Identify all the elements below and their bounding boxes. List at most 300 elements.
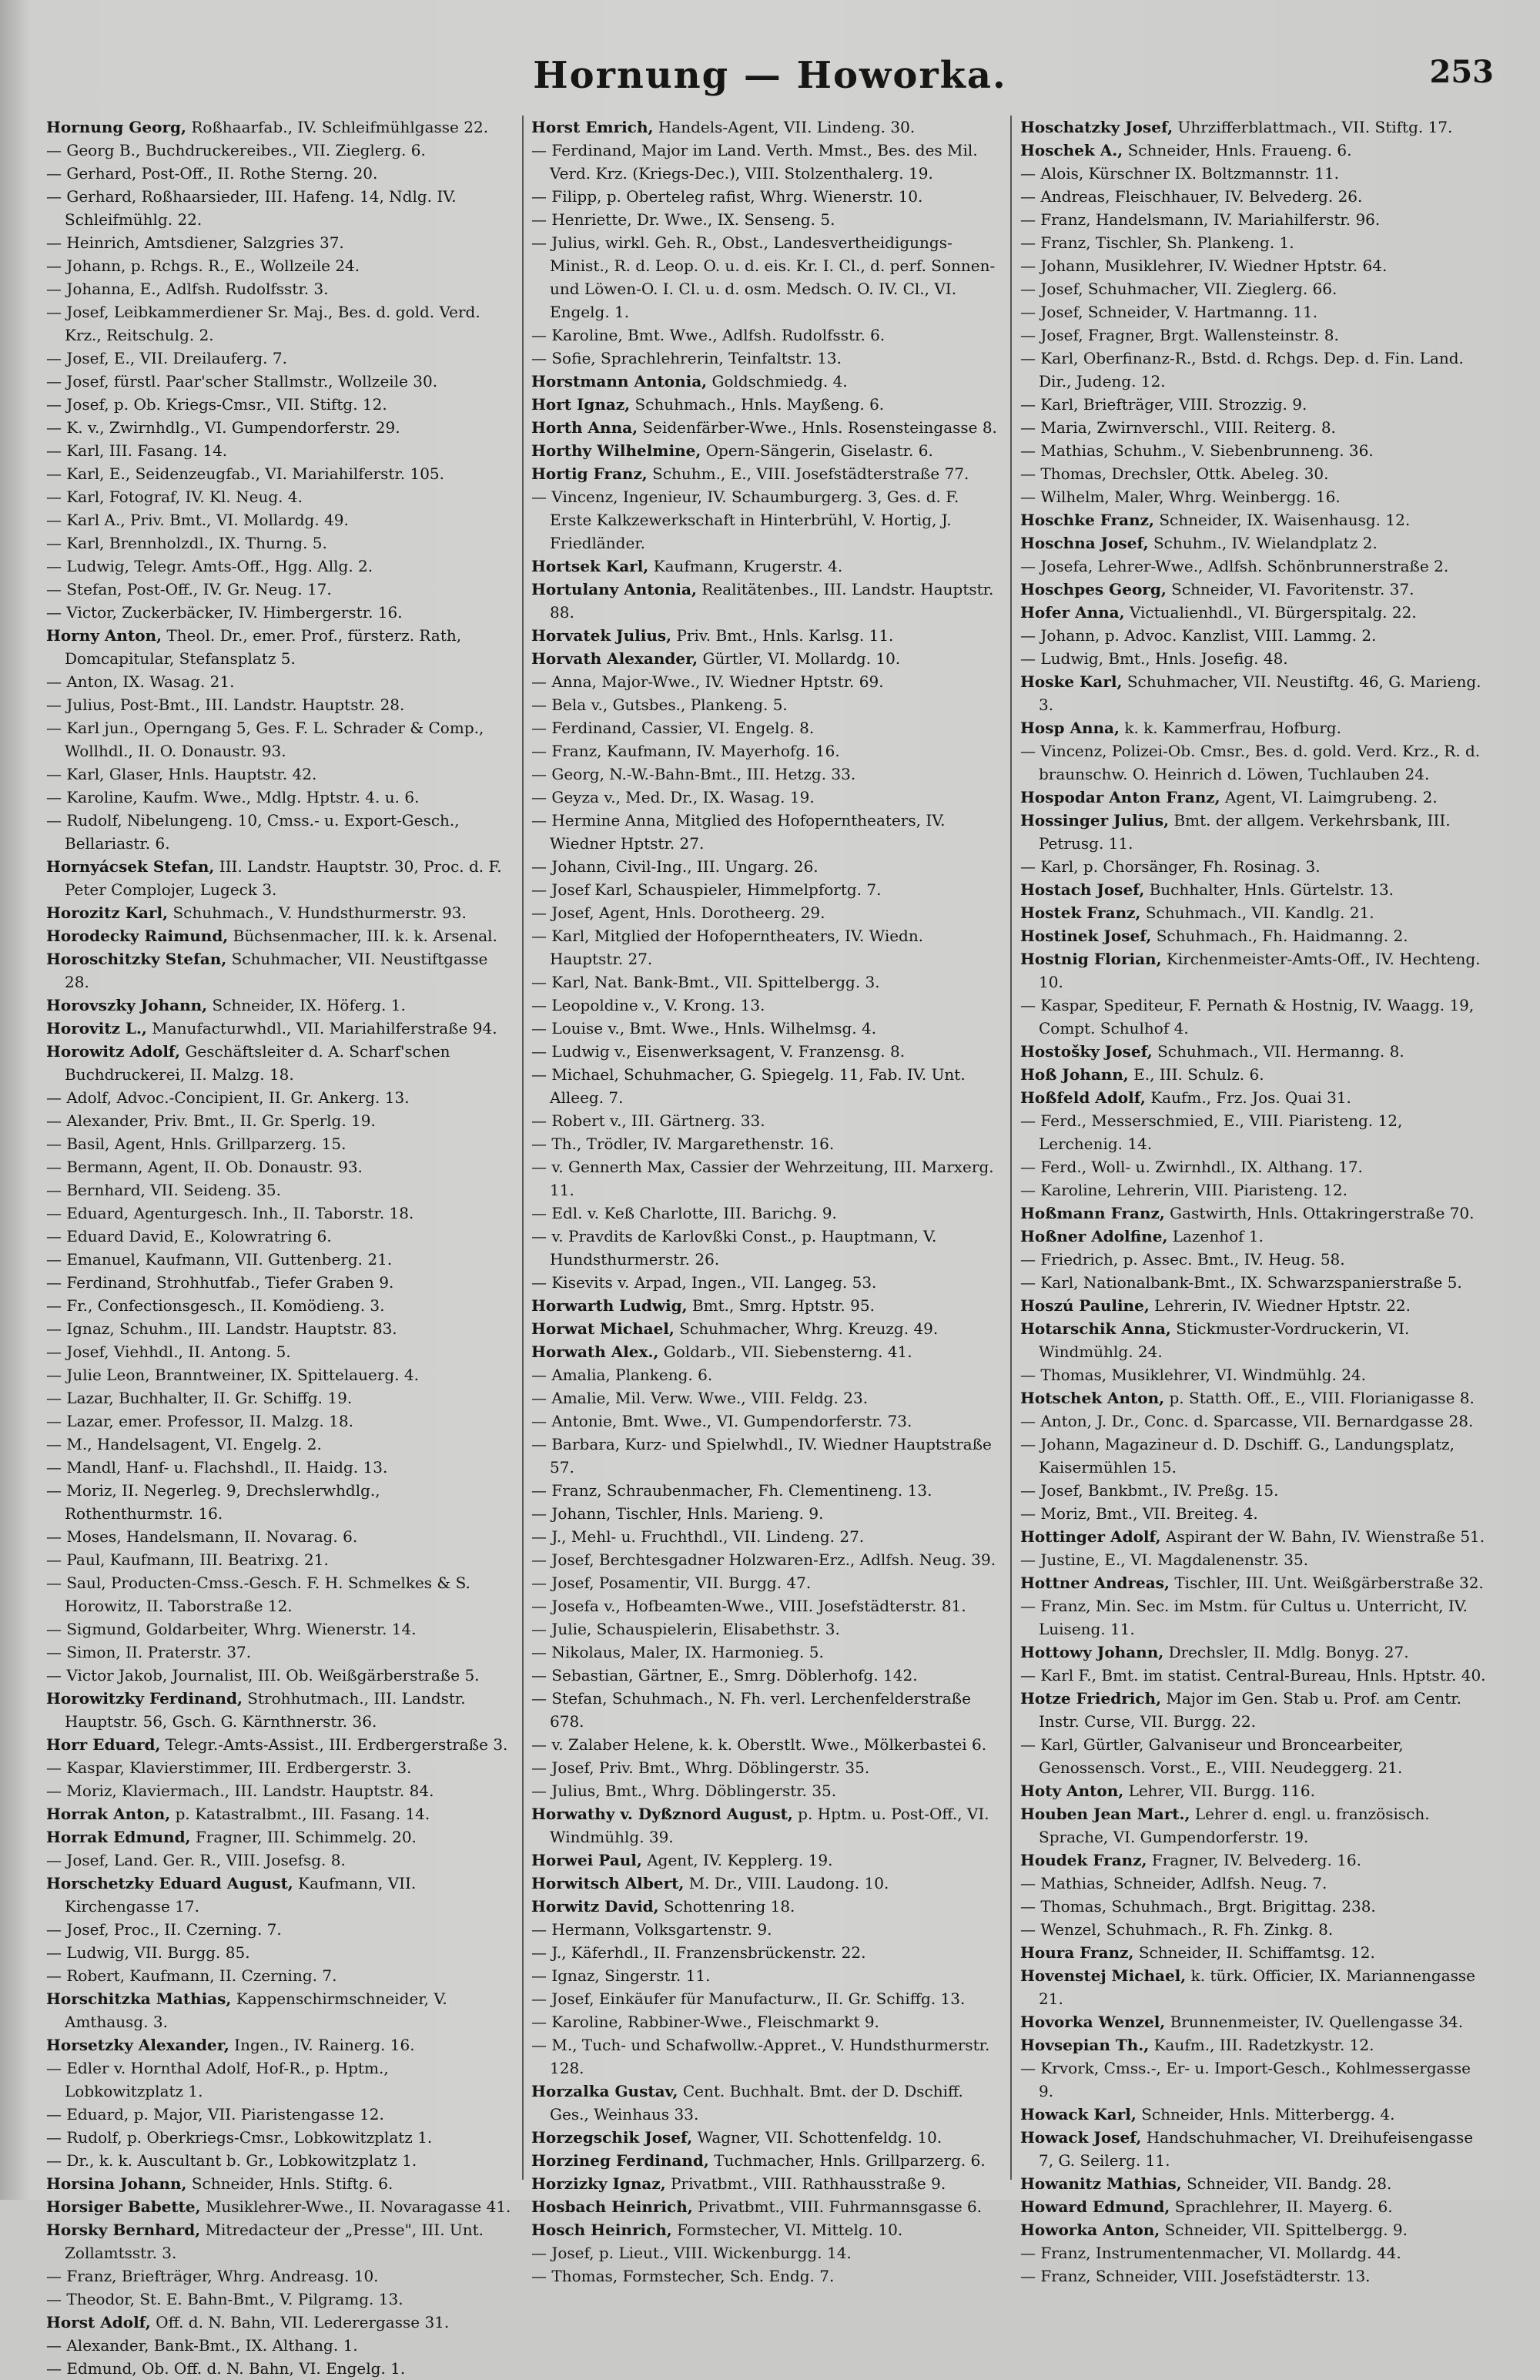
- entry-details: — Mathias, Schuhm., V. Siebenbrunneng. 36.: [1020, 441, 1374, 460]
- directory-entry: [531, 2149, 997, 2172]
- entry-name: Houra Franz,: [1020, 1943, 1134, 1962]
- entry-name: Hoschpes Georg,: [1020, 580, 1167, 598]
- entry-details: — Edmund, Ob. Off. d. N. Bahn, VI. Engelg. 1.: [46, 2359, 406, 2378]
- directory-entry: [531, 1155, 997, 1202]
- directory-entry: [1020, 1687, 1486, 1733]
- directory-entry: [531, 231, 997, 323]
- directory-entry: [46, 485, 512, 508]
- entry-details: — Franz, Briefträger, Whrg. Andreasg. 10.: [46, 2267, 379, 2285]
- entry-details: Schneider, VII. Bandg. 28.: [1187, 2174, 1392, 2193]
- entry-details: — Johann, Musiklehrer, IV. Wiedner Hptstr. 64.: [1020, 256, 1388, 275]
- directory-entry: [1020, 1363, 1486, 1386]
- directory-entry: [531, 647, 997, 670]
- directory-entry: [531, 2080, 997, 2126]
- entry-details: Geschäftsleiter d. A. Scharf'schen Buchdruckerei, II. Malzg. 18.: [65, 1042, 450, 1084]
- entry-name: Horovszky Johann,: [46, 996, 208, 1014]
- directory-entry: [1020, 1294, 1486, 1317]
- entry-details: — Moriz, II. Negerleg. 9, Drechslerwhdlg., Rothenthurmstr. 16.: [46, 1481, 380, 1523]
- entry-name: Hostinek Josef,: [1020, 927, 1152, 945]
- entry-details: Schuhmach., Fh. Haidmanng. 2.: [1156, 927, 1408, 945]
- entry-details: E., III. Schulz. 6.: [1133, 1065, 1264, 1084]
- directory-entry: [1020, 1410, 1486, 1433]
- directory-entry: [46, 2288, 512, 2311]
- entry-details: — Rudolf, Nibelungeng. 10, Cmss.- u. Export-Gesch., Bellariastr. 6.: [46, 811, 460, 853]
- directory-entry: [531, 485, 997, 555]
- entry-details: — Mathias, Schneider, Adlfsh. Neug. 7.: [1020, 1874, 1327, 1892]
- entry-details: — Ludwig v., Eisenwerksagent, V. Franzensg. 8.: [531, 1042, 906, 1061]
- directory-entry: [531, 2010, 997, 2033]
- entry-details: — Bernhard, VII. Seideng. 35.: [46, 1181, 281, 1199]
- directory-entry: [46, 1687, 512, 1733]
- entry-details: — Anton, IX. Wasag. 21.: [46, 672, 235, 691]
- entry-details: — Franz, Instrumentenmacher, VI. Mollardg. 44.: [1020, 2244, 1401, 2262]
- directory-entry: [531, 1340, 997, 1363]
- directory-entry: [1020, 439, 1486, 462]
- entry-details: k. k. Kammerfrau, Hofburg.: [1124, 719, 1341, 737]
- entry-details: — Josef, Schuhmacher, VII. Zieglerg. 66.: [1020, 280, 1337, 298]
- entry-details: Schneider, IX. Waisenhausg. 12.: [1159, 511, 1411, 529]
- entry-details: Handels-Agent, VII. Lindeng. 30.: [658, 118, 916, 136]
- directory-entry: [531, 1502, 997, 1525]
- entry-details: — Louise v., Bmt. Wwe., Hnls. Wilhelmsg. 4.: [531, 1019, 877, 1037]
- entry-details: Schuhmach., VII. Hermanng. 8.: [1157, 1042, 1404, 1061]
- entry-details: — Julius, wirkl. Geh. R., Obst., Landesvertheidigungs-Minist., R. d. Leop. O. u. d. eis. Kr. I. Cl., d. perf. Sonnen- und Löwen-O. I. Cl. u. d. osm. Medsch. O. IV. Cl., VI. Engelg. 1.: [531, 233, 996, 321]
- entry-details: — Josefa v., Hofbeamten-Wwe., VIII. Josefstädterstr. 81.: [531, 1597, 966, 1615]
- entry-details: — Wenzel, Schuhmach., R. Fh. Zinkg. 8.: [1020, 1920, 1334, 1939]
- directory-entry: [46, 139, 512, 162]
- entry-details: — Sigmund, Goldarbeiter, Whrg. Wienerstr. 14.: [46, 1620, 417, 1638]
- entry-details: — Filipp, p. Oberteleg rafist, Whrg. Wienerstr. 10.: [531, 187, 923, 206]
- directory-entry: [531, 1225, 997, 1271]
- entry-name: Hoschek A.,: [1020, 141, 1123, 159]
- entry-details: — Mandl, Hanf- u. Flachshdl., II. Haidg. 13.: [46, 1458, 388, 1477]
- entry-details: — Josef, Bankbmt., IV. Preßg. 15.: [1020, 1481, 1279, 1500]
- entry-details: — Adolf, Advoc.-Concipient, II. Gr. Ankerg. 13.: [46, 1088, 410, 1107]
- entry-details: Tuchmacher, Hnls. Grillparzerg. 6.: [714, 2151, 986, 2170]
- directory-entry: [531, 2195, 997, 2218]
- entry-name: Hostach Josef,: [1020, 880, 1145, 899]
- directory-entry: [46, 1017, 512, 1040]
- entry-name: Hostošky Josef,: [1020, 1042, 1153, 1061]
- entry-name: Horrak Edmund,: [46, 1828, 191, 1846]
- entry-details: — Alexander, Bank-Bmt., IX. Althang. 1.: [46, 2336, 358, 2355]
- entry-details: — Johann, p. Rchgs. R., E., Wollzeile 24.: [46, 256, 360, 275]
- entry-name: Hovorka Wenzel,: [1020, 2013, 1166, 2031]
- entry-name: Horthy Wilhelmine,: [531, 441, 701, 460]
- directory-entry: [531, 1779, 997, 1802]
- entry-details: Lehrerin, IV. Wiedner Hptstr. 22.: [1154, 1296, 1411, 1315]
- entry-details: — J., Käferhdl., II. Franzensbrückenstr. 22.: [531, 1943, 866, 1962]
- entry-details: — Rudolf, p. Oberkriegs-Cmsr., Lobkowitzplatz 1.: [46, 2128, 433, 2147]
- directory-entry: [46, 1548, 512, 1571]
- directory-entry: [531, 1017, 997, 1040]
- entry-details: — v. Gennerth Max, Cassier der Wehrzeitung, III. Marxerg. 11.: [531, 1158, 994, 1199]
- entry-name: Horovitz L.,: [46, 1019, 147, 1037]
- entry-details: Aspirant der W. Bahn, IV. Wienstraße 51.: [1166, 1527, 1485, 1546]
- directory-entry: [1020, 1525, 1486, 1548]
- directory-entry: [531, 2033, 997, 2080]
- directory-entry: [1020, 1040, 1486, 1063]
- entry-details: Schuhm., E., VIII. Josefstädterstraße 77.: [652, 464, 969, 483]
- directory-entry: [1020, 786, 1486, 809]
- entry-name: Hoßner Adolfine,: [1020, 1227, 1168, 1245]
- directory-entry: [46, 1849, 512, 1872]
- entry-details: Cent. Buchhalt. Bmt. der D. Dschiff. Ges., Weinhaus 33.: [550, 2082, 963, 2124]
- entry-name: Hospodar Anton Franz,: [1020, 788, 1220, 806]
- entry-details: — Ludwig, Bmt., Hnls. Josefig. 48.: [1020, 649, 1288, 668]
- entry-details: — Justine, E., VI. Magdalenenstr. 35.: [1020, 1550, 1309, 1569]
- entry-details: — J., Mehl- u. Fruchthdl., VII. Lindeng. 27.: [531, 1527, 865, 1546]
- entry-details: Opern-Sängerin, Giselastr. 6.: [705, 441, 933, 460]
- directory-entry: [46, 1317, 512, 1340]
- directory-entry: [1020, 624, 1486, 647]
- entry-name: Horwitz David,: [531, 1897, 659, 1916]
- directory-entry: [1020, 670, 1486, 716]
- entry-name: Howard Edmund,: [1020, 2197, 1170, 2216]
- directory-entry: [1020, 878, 1486, 901]
- entry-details: Goldarb., VII. Siebensterng. 41.: [663, 1343, 912, 1361]
- entry-details: — Victor, Zuckerbäcker, IV. Himbergerstr. 16.: [46, 603, 403, 622]
- directory-entry: [531, 1040, 997, 1063]
- entry-details: — Franz, Min. Sec. im Mstm. für Cultus u. Unterricht, IV. Luiseng. 11.: [1020, 1597, 1468, 1638]
- entry-details: p. Katastralbmt., III. Fasang. 14.: [175, 1805, 430, 1823]
- entry-details: Schneider, IX. Höferg. 1.: [212, 996, 406, 1014]
- entry-details: — Karl, Glaser, Hnls. Hauptstr. 42.: [46, 765, 317, 783]
- entry-details: Schuhmach., Hnls. Mayßeng. 6.: [634, 395, 885, 414]
- entry-details: — Karl, Fotograf, IV. Kl. Neug. 4.: [46, 488, 303, 506]
- directory-entry: [531, 323, 997, 347]
- entry-name: Horr Eduard,: [46, 1735, 161, 1754]
- entry-details: — Fr., Confectionsgesch., II. Komödieng. 3.: [46, 1296, 385, 1315]
- entry-details: — Franz, Kaufmann, IV. Mayerhofg. 16.: [531, 742, 840, 760]
- entry-details: — Hermann, Volksgartenstr. 9.: [531, 1920, 772, 1939]
- directory-entry: [531, 208, 997, 231]
- entry-details: — Josefa, Lehrer-Wwe., Adlfsh. Schönbrunnerstraße 2.: [1020, 557, 1449, 575]
- directory-entry: [531, 1109, 997, 1132]
- entry-details: — Lazar, Buchhalter, II. Gr. Schiffg. 19.: [46, 1389, 353, 1407]
- entry-details: Schuhmach., VII. Kandlg. 21.: [1145, 903, 1374, 922]
- directory-entry: [46, 1363, 512, 1386]
- entry-details: — Karl, Mitglied der Hofoperntheaters, IV. Wiedn. Hauptstr. 27.: [531, 927, 924, 968]
- entry-details: — Kisevits v. Arpad, Ingen., VII. Langeg. 53.: [531, 1273, 877, 1292]
- directory-entry: [531, 1849, 997, 1872]
- entry-name: Howorka Anton,: [1020, 2221, 1160, 2239]
- entry-details: — Josef, Priv. Bmt., Whrg. Döblingerstr. 35.: [531, 1758, 870, 1777]
- entry-details: — Josef, Viehhdl., II. Antong. 5.: [46, 1343, 291, 1361]
- entry-name: Hoske Karl,: [1020, 672, 1123, 691]
- entry-details: — Eduard, Agenturgesch. Inh., II. Taborstr. 18.: [46, 1204, 414, 1222]
- directory-entry: [46, 1756, 512, 1779]
- entry-details: — Josef, E., VII. Dreilauferg. 7.: [46, 349, 287, 367]
- directory-entry: [46, 347, 512, 370]
- directory-entry: [46, 2103, 512, 2126]
- entry-details: — Karl, Brennholzdl., IX. Thurng. 5.: [46, 534, 327, 552]
- directory-entry: [46, 393, 512, 416]
- page-header: [0, 54, 1540, 116]
- directory-entry: [1020, 1941, 1486, 1964]
- directory-entry: [1020, 2195, 1486, 2218]
- entry-name: Hortig Franz,: [531, 464, 648, 483]
- column-2: [531, 116, 997, 2285]
- directory-entry: [531, 2126, 997, 2149]
- directory-entry: [531, 416, 997, 439]
- entry-details: — Basil, Agent, Hnls. Grillparzerg. 15.: [46, 1135, 346, 1153]
- directory-entry: [46, 2149, 512, 2172]
- entry-name: Hofer Anna,: [1020, 603, 1125, 622]
- entry-details: — Karl, Gürtler, Galvaniseur und Broncearbeiter, Genossensch. Vorst., E., VIII. Neudeggerg. 21.: [1020, 1735, 1404, 1777]
- directory-entry: [1020, 1317, 1486, 1363]
- directory-entry: [1020, 1964, 1486, 2010]
- directory-entry: [531, 1617, 997, 1641]
- directory-entry: [46, 416, 512, 439]
- entry-details: Privatbmt., VIII. Rathhausstraße 9.: [671, 2174, 946, 2193]
- entry-details: Manufacturwhdl., VII. Mariahilferstraße 94.: [152, 1019, 497, 1037]
- entry-details: — Franz, Handelsmann, IV. Mariahilferstr. 96.: [1020, 210, 1381, 229]
- entry-details: — Lazar, emer. Professor, II. Malzg. 18.: [46, 1412, 353, 1430]
- directory-entry: [531, 139, 997, 185]
- entry-details: — Ignaz, Singerstr. 11.: [531, 1966, 711, 1985]
- entry-details: — Georg B., Buchdruckereibes., VII. Zieglerg. 6.: [46, 141, 426, 159]
- directory-entry: [531, 185, 997, 208]
- directory-entry: [531, 809, 997, 855]
- entry-details: Schneider, Hnls. Stiftg. 6.: [191, 2174, 393, 2193]
- directory-entry: [531, 439, 997, 462]
- entry-details: Wagner, VII. Schottenfeldg. 10.: [697, 2128, 942, 2147]
- directory-entry: [1020, 347, 1486, 393]
- directory-entry: [1020, 531, 1486, 555]
- directory-entry: [1020, 2126, 1486, 2172]
- entry-details: — Georg, N.-W.-Bahn-Bmt., III. Hetzg. 33.: [531, 765, 856, 783]
- column-1: [46, 116, 512, 2378]
- entry-details: — Karl, III. Fasang. 14.: [46, 441, 228, 460]
- entry-name: Horoschitzky Stefan,: [46, 950, 227, 968]
- entry-details: — Johann, Civil-Ing., III. Ungarg. 26.: [531, 857, 819, 876]
- entry-name: Houben Jean Mart.,: [1020, 1805, 1190, 1823]
- directory-entry: [46, 1340, 512, 1363]
- entry-details: — Anna, Major-Wwe., IV. Wiedner Hptstr. 69.: [531, 672, 884, 691]
- entry-details: Lehrer, VII. Burgg. 116.: [1128, 1782, 1315, 1800]
- entry-details: — Moriz, Klaviermach., III. Landstr. Hauptstr. 84.: [46, 1782, 434, 1800]
- entry-details: — Wilhelm, Maler, Whrg. Weinbergg. 16.: [1020, 488, 1341, 506]
- entry-details: — Josef, Schneider, V. Hartmanng. 11.: [1020, 303, 1318, 321]
- entry-name: Hosp Anna,: [1020, 719, 1120, 737]
- entry-name: Hostnig Florian,: [1020, 950, 1162, 968]
- entry-details: — Ferd., Messerschmied, E., VIII. Piaristeng. 12, Lerchenig. 14.: [1020, 1111, 1403, 1153]
- entry-name: Horvath Alexander,: [531, 649, 698, 668]
- entry-name: Hoszú Pauline,: [1020, 1296, 1150, 1315]
- directory-entry: [1020, 162, 1486, 185]
- directory-entry: [46, 855, 512, 901]
- directory-entry: [1020, 855, 1486, 878]
- directory-entry: [46, 1802, 512, 1825]
- directory-entry: [531, 578, 997, 624]
- entry-name: Hoßfeld Adolf,: [1020, 1088, 1146, 1107]
- directory-entry: [531, 393, 997, 416]
- entry-details: — Stefan, Post-Off., IV. Gr. Neug. 17.: [46, 580, 332, 598]
- directory-entry: [1020, 1664, 1486, 1687]
- directory-entry: [46, 1040, 512, 1086]
- directory-entry: [1020, 485, 1486, 508]
- directory-entry: [46, 1987, 512, 2033]
- entry-details: Lazenhof 1.: [1172, 1227, 1264, 1245]
- entry-details: — Karl, p. Chorsänger, Fh. Rosinag. 3.: [1020, 857, 1321, 876]
- entry-details: Sprachlehrer, II. Mayerg. 6.: [1174, 2197, 1393, 2216]
- directory-entry: [46, 1086, 512, 1109]
- running-title: Hornung — Howorka.: [533, 54, 1007, 97]
- entry-name: Horowitz Adolf,: [46, 1042, 181, 1061]
- directory-entry: [46, 1664, 512, 1687]
- entry-details: — Friedrich, p. Assec. Bmt., IV. Heug. 58.: [1020, 1250, 1345, 1269]
- entry-details: — Krvork, Cmss.-, Er- u. Import-Gesch., Kohlmessergasse 9.: [1020, 2059, 1471, 2100]
- directory-entry: [46, 300, 512, 347]
- directory-entry: [531, 1594, 997, 1617]
- entry-details: — Robert, Kaufmann, II. Czerning. 7.: [46, 1966, 337, 1985]
- entry-details: — Julius, Post-Bmt., III. Landstr. Hauptstr. 28.: [46, 696, 405, 714]
- directory-entry: [531, 1964, 997, 1987]
- entry-details: — Josef, Einkäufer für Manufacturw., II. Gr. Schiffg. 13.: [531, 1989, 966, 2008]
- directory-entry: [46, 2264, 512, 2288]
- directory-entry: [46, 555, 512, 578]
- column-3: [1020, 116, 1486, 2285]
- directory-entry: [1020, 1063, 1486, 1086]
- directory-entry: [1020, 809, 1486, 855]
- entry-details: Kaufm., Frz. Jos. Quai 31.: [1150, 1088, 1351, 1107]
- directory-entry: [1020, 1086, 1486, 1109]
- entry-details: — Victor Jakob, Journalist, III. Ob. Weißgärberstraße 5.: [46, 1666, 480, 1684]
- entry-details: Kaufm., III. Radetzkystr. 12.: [1153, 2036, 1374, 2054]
- entry-details: Victualienhdl., VI. Bürgerspitalg. 22.: [1129, 603, 1417, 622]
- entry-name: Horrak Anton,: [46, 1805, 171, 1823]
- entry-details: — v. Pravdits de Karlovßki Const., p. Hauptmann, V. Hundsthurmerstr. 26.: [531, 1227, 937, 1269]
- entry-name: Hossinger Julius,: [1020, 811, 1170, 830]
- entry-details: — Josef Karl, Schauspieler, Himmelpfortg. 7.: [531, 880, 882, 899]
- entry-details: Uhrzifferblattmach., VII. Stiftg. 17.: [1177, 118, 1453, 136]
- directory-entry: [46, 185, 512, 231]
- entry-details: Lehrer d. engl. u. französisch. Sprache, VI. Gumpendorferstr. 19.: [1039, 1805, 1430, 1846]
- directory-entry: [531, 1733, 997, 1756]
- directory-entry: [46, 1178, 512, 1202]
- entry-details: — Julius, Bmt., Whrg. Döblingerstr. 35.: [531, 1782, 837, 1800]
- page-number: 253: [1429, 54, 1494, 90]
- directory-entry: [1020, 1872, 1486, 1895]
- directory-entry: [46, 439, 512, 462]
- entry-details: Seidenfärber-Wwe., Hnls. Rosensteingasse 8.: [642, 418, 997, 437]
- directory-entry: [46, 1225, 512, 1248]
- entry-name: Howanitz Mathias,: [1020, 2174, 1182, 2193]
- entry-name: Hoß Johann,: [1020, 1065, 1129, 1084]
- directory-entry: [46, 2218, 512, 2264]
- directory-entry: [1020, 1548, 1486, 1571]
- directory-entry: [46, 1248, 512, 1271]
- entry-name: Horzineg Ferdinand,: [531, 2151, 709, 2170]
- directory-entry: [1020, 231, 1486, 254]
- entry-details: Roßhaarfab., IV. Schleifmühlgasse 22.: [191, 118, 489, 136]
- directory-entry: [1020, 1779, 1486, 1802]
- directory-entry: [1020, 716, 1486, 739]
- entry-details: III. Landstr. Hauptstr. 30, Proc. d. F. Peter Complojer, Lugeck 3.: [65, 857, 502, 899]
- entry-details: — Josef, Agent, Hnls. Dorotheerg. 29.: [531, 903, 825, 922]
- directory-entry: [1020, 1202, 1486, 1225]
- directory-entry: [531, 1063, 997, 1109]
- entry-details: — Stefan, Schuhmach., N. Fh. verl. Lerchenfelderstraße 678.: [531, 1689, 971, 1731]
- directory-columns: [46, 116, 1509, 2378]
- directory-entry: [531, 1571, 997, 1594]
- directory-entry: [1020, 416, 1486, 439]
- directory-entry: [1020, 2033, 1486, 2057]
- entry-details: — Gerhard, Roßhaarsieder, III. Hafeng. 14, Ndlg. IV. Schleifmühlg. 22.: [46, 187, 457, 229]
- entry-details: — Johann, Magazineur d. D. Dschiff. G., Landungsplatz, Kaisermühlen 15.: [1020, 1435, 1455, 1477]
- directory-entry: [46, 1109, 512, 1132]
- entry-name: Horowitzky Ferdinand,: [46, 1689, 243, 1708]
- directory-entry: [1020, 1918, 1486, 1941]
- directory-entry: [1020, 508, 1486, 531]
- entry-details: — Geyza v., Med. Dr., IX. Wasag. 19.: [531, 788, 815, 806]
- directory-entry: [46, 2033, 512, 2057]
- entry-details: Kappenschirmschneider, V. Amthausg. 3.: [65, 1989, 447, 2031]
- directory-entry: [531, 462, 997, 485]
- directory-entry: [1020, 1641, 1486, 1664]
- directory-entry: [46, 277, 512, 300]
- directory-entry: [1020, 2172, 1486, 2195]
- entry-details: — Josef, Proc., II. Czerning. 7.: [46, 1920, 282, 1939]
- directory-entry: [1020, 1386, 1486, 1410]
- entry-details: — Bela v., Gutsbes., Plankeng. 5.: [531, 696, 788, 714]
- entry-details: Strohhutmach., III. Landstr. Hauptstr. 56, Gsch. G. Kärnthnerstr. 36.: [65, 1689, 466, 1731]
- entry-details: Schuhmacher, Whrg. Kreuzg. 49.: [679, 1319, 939, 1338]
- entry-details: — Michael, Schuhmacher, G. Spiegelg. 11, Fab. IV. Unt. Alleeg. 7.: [531, 1065, 966, 1107]
- directory-entry: [46, 1132, 512, 1155]
- directory-entry: [46, 1872, 512, 1918]
- directory-entry: [1020, 601, 1486, 624]
- entry-details: — Gerhard, Post-Off., II. Rothe Sterng. 20.: [46, 164, 378, 183]
- entry-details: Schneider, II. Schiffamtsg. 12.: [1138, 1943, 1375, 1962]
- entry-name: Hornung Georg,: [46, 118, 186, 136]
- directory-entry: [46, 2126, 512, 2149]
- entry-details: — Thomas, Drechsler, Ottk. Abeleg. 30.: [1020, 464, 1329, 483]
- entry-details: Schneider, VII. Spittelbergg. 9.: [1164, 2221, 1408, 2239]
- entry-name: Horwat Michael,: [531, 1319, 675, 1338]
- entry-name: Hosch Heinrich,: [531, 2221, 672, 2239]
- entry-name: Horsina Johann,: [46, 2174, 187, 2193]
- entry-details: Schuhm., IV. Wielandplatz 2.: [1153, 534, 1378, 552]
- directory-entry: [531, 786, 997, 809]
- directory-entry: [1020, 1849, 1486, 1872]
- entry-details: Musiklehrer-Wwe., II. Novaragasse 41.: [205, 2197, 511, 2216]
- directory-entry: [531, 924, 997, 970]
- directory-entry: [46, 1733, 512, 1756]
- entry-name: Horschitzka Mathias,: [46, 1989, 232, 2008]
- directory-entry: [46, 2311, 512, 2334]
- directory-entry: [531, 1802, 997, 1849]
- entry-details: — Ferdinand, Strohhutfab., Tiefer Graben 9.: [46, 1273, 394, 1292]
- directory-entry: [1020, 2010, 1486, 2033]
- directory-entry: [531, 1895, 997, 1918]
- directory-entry: [46, 1571, 512, 1617]
- entry-name: Hoschna Josef,: [1020, 534, 1149, 552]
- directory-entry: [1020, 1502, 1486, 1525]
- entry-details: — Karl, Nat. Bank-Bmt., VII. Spittelbergg. 3.: [531, 973, 880, 991]
- entry-details: Privatbmt., VIII. Fuhrmannsgasse 6.: [698, 2197, 983, 2216]
- directory-entry: [1020, 901, 1486, 924]
- entry-name: Hosbach Heinrich,: [531, 2197, 693, 2216]
- directory-entry: [1020, 924, 1486, 947]
- entry-name: Hortulany Antonia,: [531, 580, 697, 598]
- directory-entry: [1020, 2218, 1486, 2241]
- directory-entry: [46, 1433, 512, 1456]
- directory-entry: [531, 370, 997, 393]
- directory-entry: [1020, 2057, 1486, 2103]
- entry-details: — Maria, Zwirnverschl., VIII. Reiterg. 8.: [1020, 418, 1336, 437]
